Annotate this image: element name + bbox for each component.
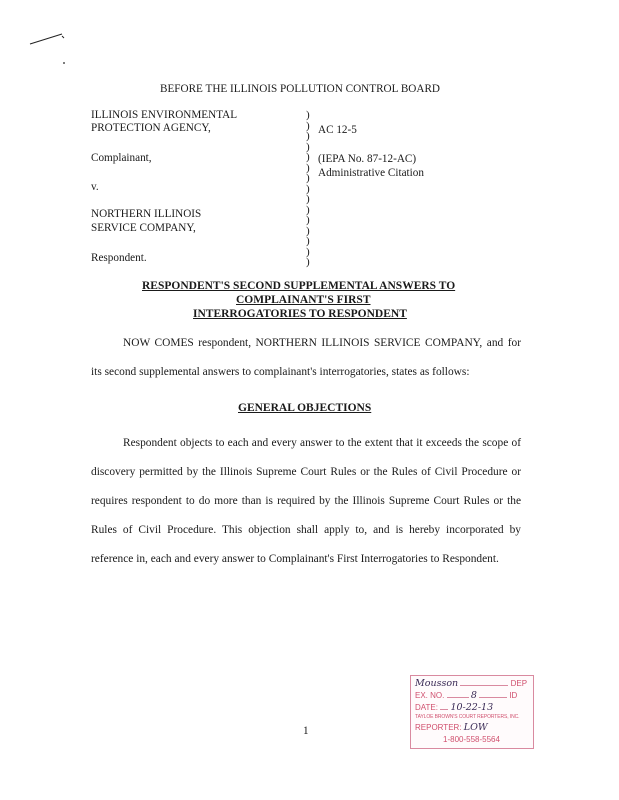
complainant-role: Complainant, xyxy=(91,152,152,164)
iepa-number: (IEPA No. 87-12-AC) xyxy=(318,153,417,165)
reporter-label: REPORTER: xyxy=(415,723,462,732)
page-number: 1 xyxy=(303,725,309,737)
deponent-name: Mousson xyxy=(415,678,459,689)
citation-type: Administrative Citation xyxy=(318,167,424,179)
objection-text: Respondent objects to each and every answer to the extent that it exceeds the scope of discovery permitted by the Illinois Supreme Court Rules or the Rules of Civil Procedure or requires respondent to do more than is required by the Illinois Supreme Court Rules or the Rules of Civil Procedure. This objection shall apply to, and is hereby incorporated by reference in, each and every answer to Complainant's First Interrogatories to Respondent. xyxy=(91,437,521,565)
complainant-name-line2: PROTECTION AGENCY, xyxy=(91,122,211,134)
date-label: DATE: xyxy=(415,703,438,712)
handwritten-mark xyxy=(28,30,68,70)
document-title-line2: COMPLAINANT'S FIRST xyxy=(236,294,371,306)
complainant-name-line1: ILLINOIS ENVIRONMENTAL xyxy=(91,109,238,121)
case-number: AC 12-5 xyxy=(318,124,357,136)
section-heading: GENERAL OBJECTIONS xyxy=(238,402,372,414)
exhibit-stamp xyxy=(410,675,534,749)
document-title-line3: INTERROGATORIES TO RESPONDENT xyxy=(193,308,407,320)
reporter-value: LOW xyxy=(463,722,488,733)
date-value: 10-22-13 xyxy=(450,702,494,713)
intro-text: NOW COMES respondent, NORTHERN ILLINOIS SERVICE COMPANY, and for its second supplemental answers to complainant's interrogatories, states as follows: xyxy=(91,337,521,378)
caption-parentheses: ) ) ) ) ) ) ) ) ) ) ) ) ) ) ) xyxy=(306,109,310,268)
versus: v. xyxy=(91,181,99,193)
respondent-name-line1: NORTHERN ILLINOIS xyxy=(91,208,202,220)
respondent-name-line2: SERVICE COMPANY, xyxy=(91,222,196,234)
ex-no-label: EX. NO. xyxy=(415,691,445,700)
respondent-role: Respondent. xyxy=(91,252,147,264)
phone-number: 1-800-558-5564 xyxy=(443,735,500,744)
ex-no-value: 8 xyxy=(470,690,477,701)
intro-paragraph xyxy=(91,329,521,387)
dep-label: DEP xyxy=(510,679,528,688)
objection-paragraph xyxy=(91,429,521,574)
id-label: ID xyxy=(509,691,518,700)
document-title-line1: RESPONDENT'S SECOND SUPPLEMENTAL ANSWERS TO xyxy=(142,280,456,292)
court-reporter-agency: TAYLOE BROWN'S COURT REPORTERS, INC. xyxy=(415,714,520,720)
court-heading: BEFORE THE ILLINOIS POLLUTION CONTROL BOARD xyxy=(160,83,440,95)
